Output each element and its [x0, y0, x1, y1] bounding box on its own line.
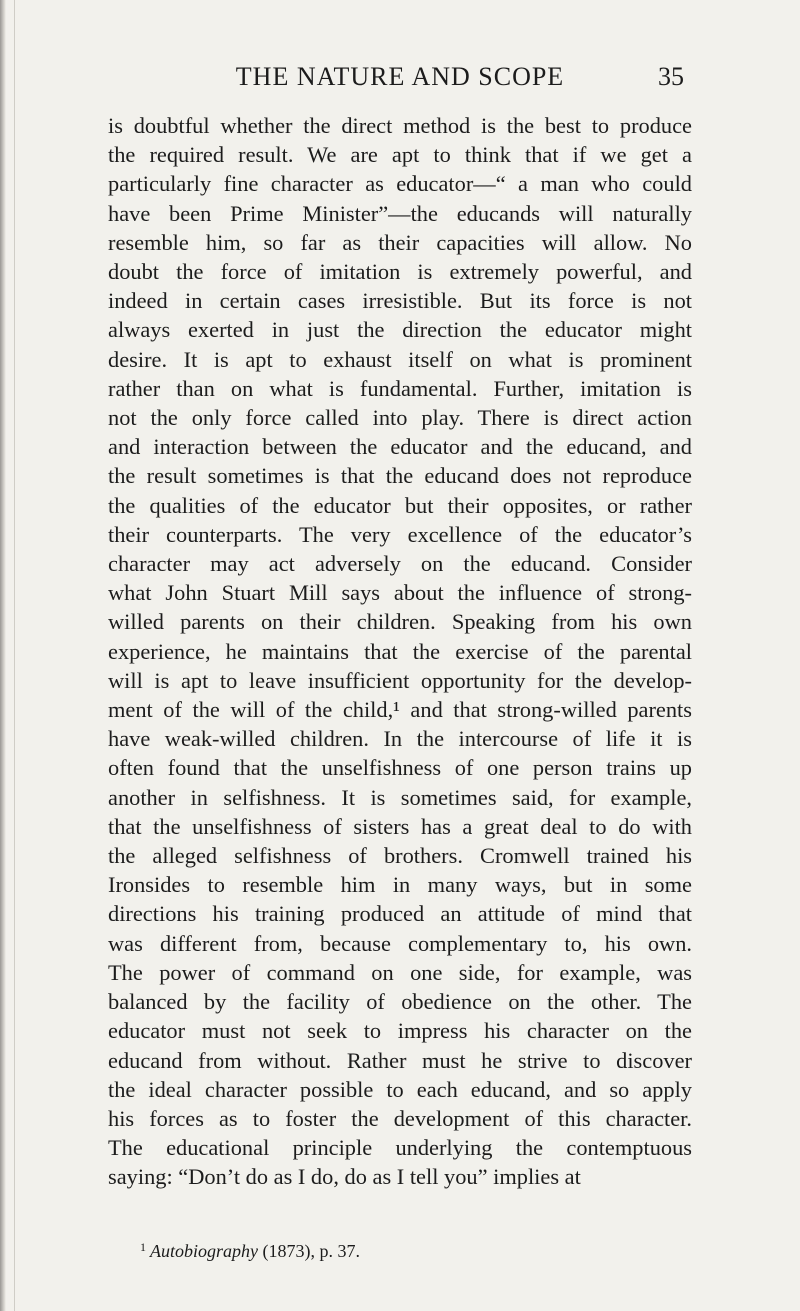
text-line: experience, he maintains that the exercise of the parental — [108, 638, 692, 664]
footnote-citation: (1873), p. 37. — [258, 1241, 360, 1261]
text-line: the ideal character possible to each educand, and so apply — [108, 1076, 692, 1102]
text-line: educator must not seek to impress his character on the — [108, 1018, 692, 1044]
text-line: their counterparts. The very excellence of the educator’s — [108, 521, 692, 547]
body-text — [108, 111, 692, 1192]
text-line: resemble him, so far as their capacities will allow. No — [108, 229, 692, 255]
footnote — [140, 1240, 360, 1262]
text-line: the qualities of the educator but their opposites, or rather — [108, 492, 692, 518]
text-line: the required result. We are apt to think that if we get a — [108, 142, 692, 168]
text-line: desire. It is apt to exhaust itself on what is prominent — [108, 346, 692, 372]
text-line: was different from, because complementary to, his own. — [108, 930, 692, 956]
text-line: what John Stuart Mill says about the influence of strong- — [108, 580, 692, 606]
text-line: balanced by the facility of obedience on the other. The — [108, 989, 692, 1015]
text-line: particularly fine character as educator—“ a man who could — [108, 171, 692, 197]
text-line: often found that the unselfishness of one person trains up — [108, 755, 692, 781]
text-line: educand from without. Rather must he strive to discover — [108, 1047, 692, 1073]
text-line: not the only force called into play. There is direct action — [108, 405, 692, 431]
text-line: is doubtful whether the direct method is the best to produce — [108, 113, 692, 138]
text-line: will is apt to leave insufficient opportunity for the develop- — [108, 667, 692, 693]
text-line: have weak-willed children. In the intercourse of life it is — [108, 726, 692, 752]
footnote-title: Autobiography — [150, 1241, 258, 1261]
text-line: the alleged selfishness of brothers. Cromwell trained his — [108, 843, 692, 869]
text-line: have been Prime Minister”—the educands will naturally — [108, 200, 692, 226]
text-line: that the unselfishness of sisters has a great deal to do with — [108, 813, 692, 839]
running-head: THE NATURE AND SCOPE — [235, 62, 565, 91]
page-header — [0, 62, 800, 96]
text-line: character may act adversely on the educand. Consider — [108, 551, 692, 577]
text-line: ment of the will of the child,¹ and that strong-willed parents — [108, 697, 692, 723]
text-line: willed parents on their children. Speaking from his own — [108, 609, 692, 635]
text-line: another in selfishness. It is sometimes said, for example, — [108, 784, 692, 810]
text-line: saying: “Don’t do as I do, do as I tell you” implies at — [108, 1164, 581, 1190]
text-line: Ironsides to resemble him in many ways, but in some — [108, 872, 692, 898]
text-line: rather than on what is fundamental. Further, imitation is — [108, 375, 692, 401]
text-line: his forces as to foster the development of this character. — [108, 1105, 692, 1131]
text-line: The educational principle underlying the contemptuous — [108, 1135, 692, 1161]
page-number: 35 — [658, 62, 684, 91]
text-line: indeed in certain cases irresistible. But its force is not — [108, 288, 692, 314]
text-line: doubt the force of imitation is extremely powerful, and — [108, 259, 692, 285]
text-line: and interaction between the educator and the educand, and — [108, 434, 692, 460]
gutter-line — [14, 0, 15, 1311]
page-edge-shadow — [0, 0, 6, 1311]
text-line: directions his training produced an attitude of mind that — [108, 901, 692, 927]
text-line: always exerted in just the direction the educator might — [108, 317, 692, 343]
text-line: The power of command on one side, for example, was — [108, 959, 692, 985]
footnote-marker: 1 — [140, 1240, 146, 1254]
text-line: the result sometimes is that the educand does not reproduce — [108, 463, 692, 489]
